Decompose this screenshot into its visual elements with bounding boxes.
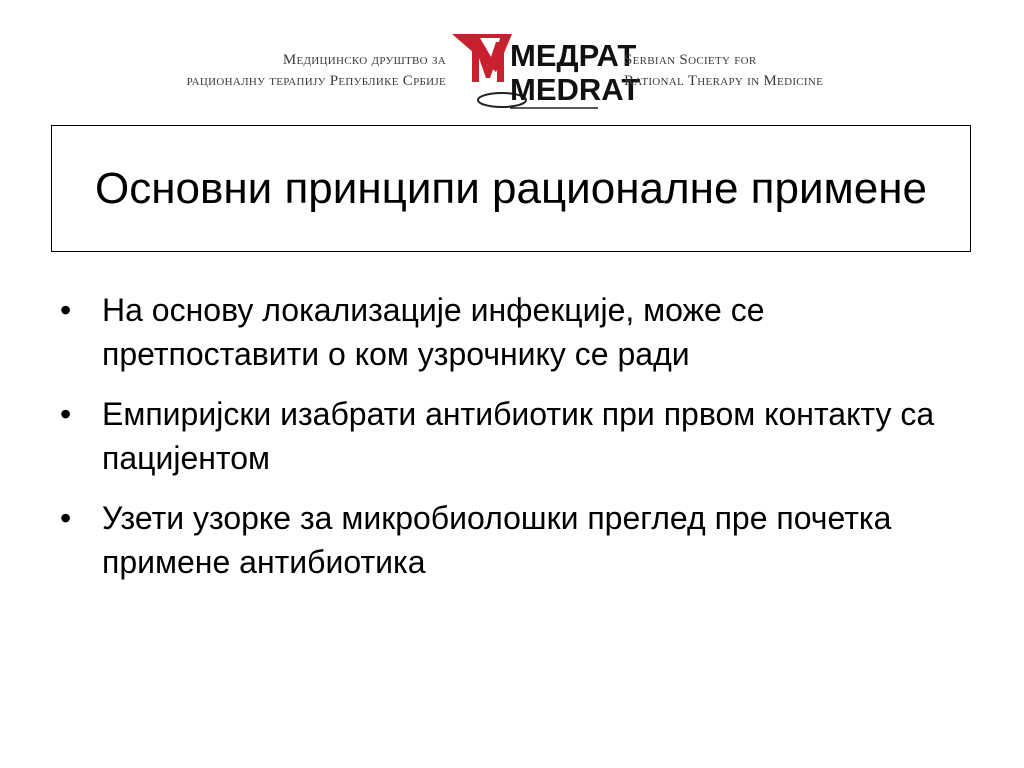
bullet-item [60,496,960,584]
bullet-text: Емпиријски изабрати антибиотик при првом контакту са пацијентом [102,396,935,476]
bullet-item [60,288,960,376]
bullet-item [60,392,960,480]
org-name-english [624,50,924,92]
slide-header [0,30,1024,114]
logo-text-latin: MEDRAT [510,72,641,107]
bullet-marker: • [60,396,72,432]
org-name-english-line1: Serbian Society for [624,52,757,68]
org-name-serbian [120,50,446,92]
bullet-text: На основу локализације инфекције, може се претпоставити о ком узрочнику се ради [102,292,765,372]
org-name-serbian-line1: Медицинско друштво за [282,52,446,68]
bullet-list [60,288,960,600]
slide-title: Основни принципи рационалне примене [94,163,928,213]
bullet-text: Узети узорке за микробиолошки преглед пре почетка примене антибиотика [102,500,892,580]
medrat-logo [450,32,641,114]
bullet-marker: • [60,500,72,536]
bullet-marker: • [60,292,72,328]
org-name-english-line2: Rational Therapy in Medicine [624,73,824,89]
title-box [51,125,971,252]
logo-text-cyrillic: МЕДРАТ [510,38,637,73]
medrat-logo-graphic [450,32,641,114]
org-name-serbian-line2: рационалну терапију Републике Србије [186,73,446,89]
